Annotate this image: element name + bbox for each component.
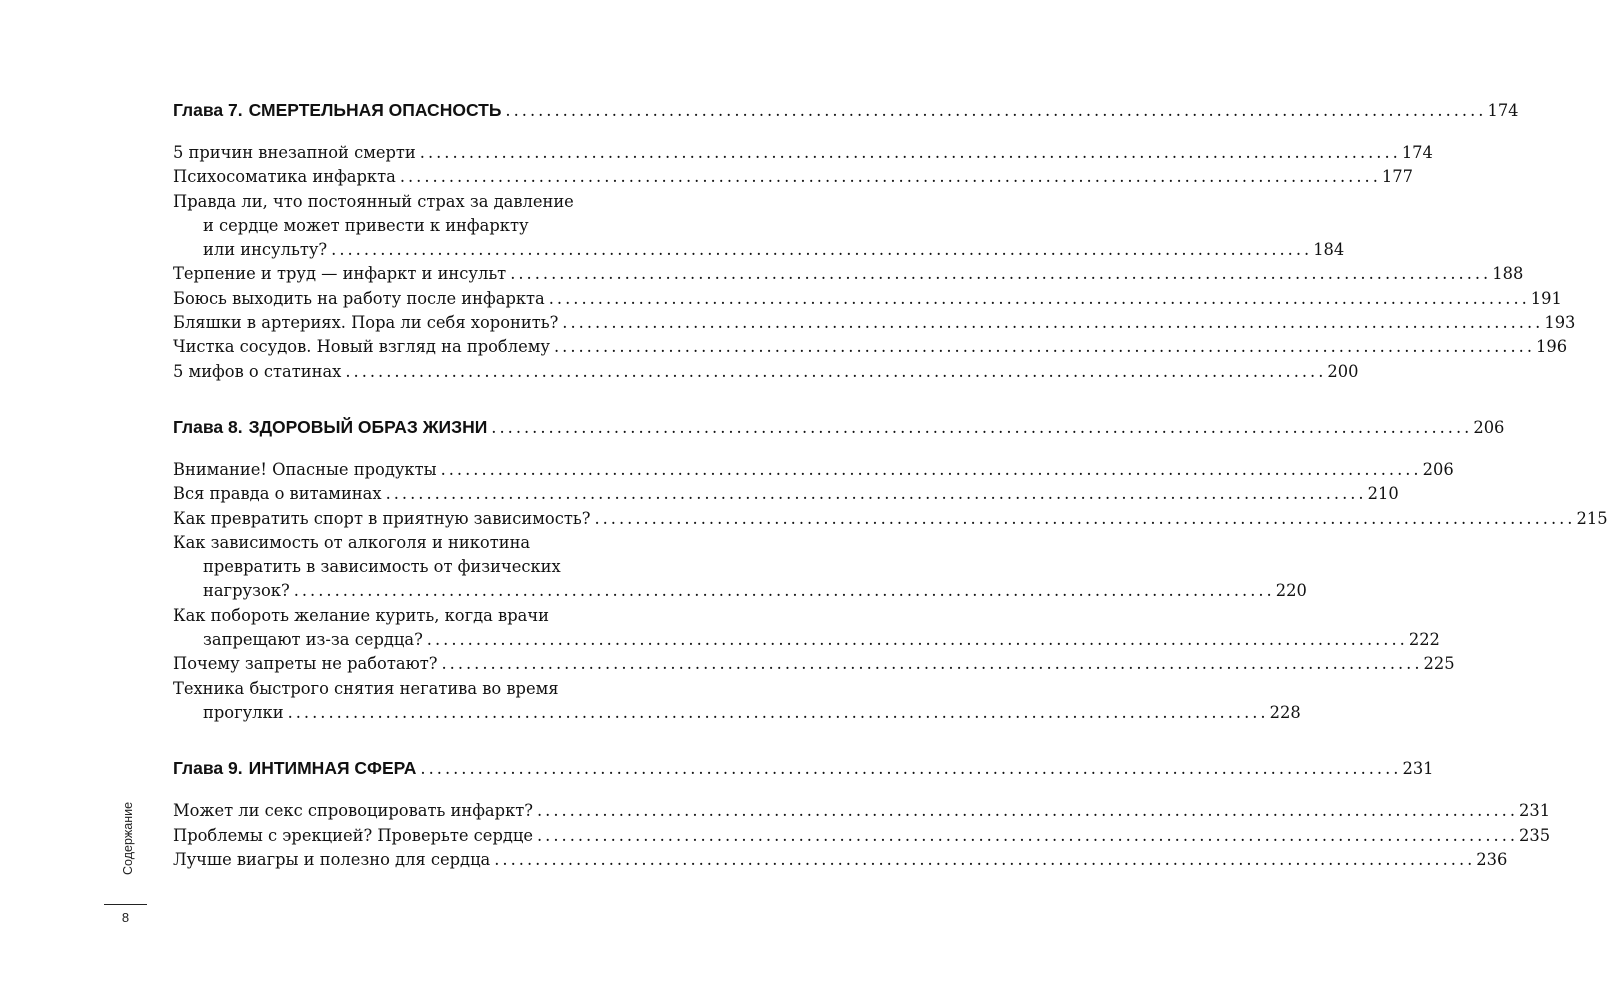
entry-page-number: 200 — [1327, 361, 1359, 381]
entry-title: Бляшки в артериях. Пора ли себя хоронить? — [173, 313, 559, 333]
chapter-8 — [173, 416, 1608, 725]
entry-title: Чистка сосудов. Новый взгляд на проблему — [173, 337, 550, 357]
entry-page-number: 188 — [1492, 264, 1524, 284]
toc-entry[interactable] — [173, 262, 1524, 286]
dot-leader — [494, 848, 1475, 872]
dot-leader — [420, 759, 1401, 778]
dot-leader — [554, 335, 1535, 359]
entry-page-number: 191 — [1530, 288, 1562, 308]
entry-page-number: 235 — [1519, 825, 1551, 845]
entry-title: Терпение и труд — инфаркт и инсульт — [173, 264, 507, 284]
entry-title-line: и сердце может привести к инфаркту — [203, 215, 529, 235]
entry-title: Вся правда о витаминах — [173, 484, 382, 504]
toc-entry[interactable] — [173, 287, 1562, 311]
toc-entry[interactable] — [173, 311, 1576, 335]
dot-leader — [537, 799, 1518, 823]
chapter-heading[interactable] — [173, 100, 1519, 126]
dot-leader — [386, 482, 1367, 506]
dot-leader — [400, 165, 1381, 189]
entry-title-line: запрещают из-за сердца? — [203, 630, 423, 650]
toc-entry[interactable] — [173, 141, 1433, 165]
entry-title: Лучше виагры и полезно для сердца — [173, 849, 491, 869]
entry-page-number: 225 — [1423, 654, 1455, 674]
dot-leader — [331, 238, 1312, 262]
entry-page-number: 228 — [1269, 702, 1301, 722]
entry-title: 5 мифов о статинах — [173, 361, 342, 381]
chapter-title: ИНТИМНАЯ СФЕРА — [248, 758, 417, 779]
entry-title-line: или инсульту? — [203, 240, 328, 260]
toc-entry[interactable] — [173, 458, 1454, 482]
entry-title-line: превратить в зависимость от физических — [203, 557, 561, 577]
entry-page-number: 220 — [1275, 581, 1307, 601]
entry-title: Как превратить спорт в приятную зависимость? — [173, 508, 591, 528]
dot-leader — [441, 458, 1422, 482]
entry-title: Психосоматика инфаркта — [173, 167, 396, 187]
chapter-7 — [173, 100, 1576, 384]
toc-entry[interactable] — [173, 799, 1551, 823]
table-of-contents — [173, 100, 1608, 905]
entry-title-line: Как побороть желание курить, когда врачи — [173, 605, 549, 625]
toc-entry[interactable] — [173, 190, 1345, 263]
entry-page-number: 174 — [1401, 143, 1433, 162]
entry-title: Боюсь выходить на работу после инфаркта — [173, 288, 545, 308]
dot-leader — [491, 418, 1472, 437]
entry-page-number: 184 — [1313, 240, 1345, 260]
toc-entry[interactable] — [173, 165, 1413, 189]
toc-entry[interactable] — [173, 482, 1399, 506]
dot-leader — [510, 262, 1491, 286]
dot-leader — [427, 628, 1408, 652]
toc-entry[interactable] — [173, 652, 1455, 676]
chapter-page-number: 206 — [1473, 417, 1505, 437]
chapter-title: СМЕРТЕЛЬНАЯ ОПАСНОСТЬ — [248, 100, 502, 120]
toc-entry[interactable] — [173, 507, 1608, 531]
entry-title: Внимание! Опасные продукты — [173, 459, 437, 479]
toc-entry[interactable] — [173, 677, 1301, 726]
entry-page-number: 231 — [1519, 801, 1551, 821]
toc-entry[interactable] — [173, 824, 1551, 848]
chapter-label: Глава 9. — [173, 758, 243, 779]
toc-entry[interactable] — [173, 335, 1568, 359]
dot-leader — [537, 824, 1518, 848]
entry-title-line: Правда ли, что постоянный страх за давление — [173, 191, 574, 211]
dot-leader — [294, 579, 1275, 603]
dot-leader — [549, 287, 1530, 311]
chapter-label: Глава 7. — [173, 100, 243, 120]
chapter-heading[interactable] — [173, 758, 1434, 784]
entry-title: Проблемы с эрекцией? Проверьте сердце — [173, 825, 533, 845]
toc-entry[interactable] — [173, 531, 1307, 604]
entry-page-number: 193 — [1544, 313, 1576, 333]
entry-title: 5 причин внезапной смерти — [173, 143, 416, 162]
entry-page-number: 222 — [1408, 630, 1440, 650]
entry-page-number: 210 — [1367, 484, 1399, 504]
entry-title-line: нагрузок? — [203, 581, 290, 601]
entry-page-number: 206 — [1422, 459, 1454, 479]
entry-title-line: Техника быстрого снятия негатива во время — [173, 678, 559, 698]
entry-title-line: Как зависимость от алкоголя и никотина — [173, 532, 531, 552]
entry-page-number: 177 — [1381, 167, 1413, 187]
running-title: Содержание — [121, 801, 135, 875]
chapter-9 — [173, 758, 1551, 872]
chapter-label: Глава 8. — [173, 416, 243, 437]
dot-leader — [594, 507, 1575, 531]
entry-page-number: 236 — [1476, 849, 1508, 869]
toc-entry[interactable] — [173, 848, 1508, 872]
page-number: 8 — [121, 910, 130, 925]
chapter-heading[interactable] — [173, 416, 1505, 443]
dot-leader — [420, 141, 1401, 165]
dot-leader — [441, 652, 1422, 676]
chapter-page-number: 231 — [1402, 759, 1434, 779]
dot-leader — [505, 101, 1486, 120]
entry-page-number: 196 — [1536, 337, 1568, 357]
entry-page-number: 215 — [1576, 508, 1608, 528]
chapter-page-number: 174 — [1487, 101, 1519, 120]
entry-title: Почему запреты не работают? — [173, 654, 438, 674]
dot-leader — [345, 360, 1326, 384]
folio-rule — [104, 904, 147, 905]
dot-leader — [562, 311, 1543, 335]
toc-entry[interactable] — [173, 360, 1359, 384]
chapter-title: ЗДОРОВЫЙ ОБРАЗ ЖИЗНИ — [248, 416, 488, 437]
dot-leader — [288, 701, 1269, 725]
entry-title-line: прогулки — [203, 702, 284, 722]
entry-title: Может ли секс спровоцировать инфаркт? — [173, 801, 533, 821]
toc-entry[interactable] — [173, 604, 1440, 653]
